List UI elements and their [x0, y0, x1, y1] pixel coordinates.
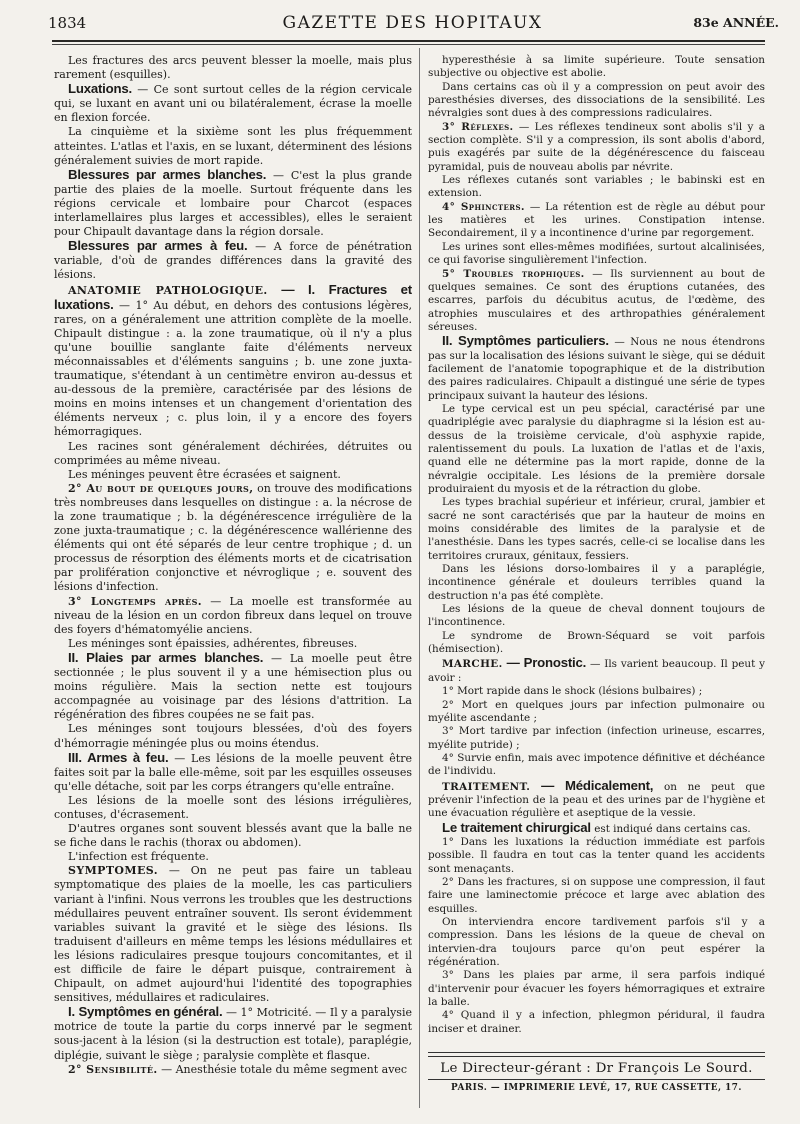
- section-lead: MARCHE.: [442, 658, 503, 671]
- paragraph-text: Les types brachial supérieur et inférieur, crural, jambier et sacré ne sont caractérisés que par la hauteur de moins en moins considérable des limites de la paralysie et de l'anesthésie. Dans les types sacrés, celle-ci se localise dans les territoires cruraux, génitaux, fessiers.: [428, 496, 765, 562]
- section-lead: 2° Sensibilité.: [68, 1062, 158, 1076]
- right-column: [428, 54, 765, 1036]
- section-lead: TRAITEMENT.: [442, 780, 531, 793]
- paragraph-text: 4° Quand il y a infection, phlegmon péridural, il faudra inciser et drainer.: [428, 1009, 765, 1035]
- paragraph: [54, 637, 412, 651]
- paragraph-text: — La moelle est transformée au niveau de la lésion en un cordon fibreux dans lequel on trouve des foyers d'hématomyélie anciens.: [54, 594, 412, 636]
- paragraph-text: 1° Dans les luxations la réduction immédiate est parfois possible. Il faudra en tout cas la tenter quand les accidents sont menaçants.: [428, 835, 765, 875]
- paragraph-text: Dans certains cas où il y a compression on peut avoir des paresthésies diverses, des dissociations de la sensibilité. Les névralgies sont dues à des compressions radiculaires.: [428, 80, 765, 120]
- paragraph-text: Les racines sont généralement déchirées, détruites ou comprimées au même niveau.: [54, 439, 412, 467]
- footer-rule: [428, 1052, 765, 1053]
- paragraph-text: — Nous ne nous étendrons pas sur la localisation des lésions suivant le siège, qui se déduit facilement de l'anatomie topographique et de la distribution des paires radiculaires. Chipault a distingué une série de types principaux suivant la hauteur des lésions.: [428, 336, 766, 402]
- section-heading: II. Symptômes particuliers.: [442, 333, 609, 349]
- paragraph-text: 1° Mort rapide dans le shock (lésions bulbaires) ;: [442, 685, 703, 698]
- page-footer: [428, 1052, 765, 1093]
- page-number: 1834: [48, 14, 87, 32]
- left-column: [54, 54, 412, 1077]
- header-rule-thin: [52, 44, 765, 45]
- paragraph: [428, 496, 765, 563]
- paragraph-text: 2° Mort en quelques jours par infection pulmonaire ou myélite ascendante ;: [428, 698, 765, 724]
- paragraph: [428, 201, 765, 241]
- paragraph: [428, 630, 765, 657]
- paragraph-text: L'infection est fréquente.: [68, 850, 209, 864]
- paragraph: [54, 482, 412, 595]
- paragraph-text: Les méninges peuvent être écrasées et saignent.: [68, 467, 341, 481]
- paragraph: [428, 821, 765, 836]
- paragraph-text: — On ne peut pas faire un tableau symptomatique des plaies de la moelle, les cas particuliers variant à l'infini. Nous verrons les troubles que les destructions médullaires peuvent entraîner souvent. Ils seront évidemment variables suivant la gravité et le siège des lésions. Ils traduisent d'ailleurs en même temps les lésions médullaires et les lésions radiculaires presque toujours concomitantes, et il est difficile de faire le départ puisque, contrairement à Chipault, on admet aujourd'hui l'identité des topographies sensitives, médullaires et radiculaires.: [54, 864, 412, 1005]
- paragraph: [428, 725, 765, 752]
- section-heading: Blessures par armes blanches.: [68, 166, 267, 182]
- paragraph-text: Les lésions de la queue de cheval donnent toujours de l'incontinence.: [428, 603, 765, 629]
- paragraph-text: — La moelle peut être sectionnée ; le plus souvent il y a une hémisection plus ou moins régulière. Mais la section nette est toujours accompagnée au voisinage par des lésions d'attrition. La régénération des fibres coupées ne se fait pas.: [54, 651, 412, 722]
- paragraph: [54, 651, 412, 722]
- section-heading: III. Armes à feu.: [68, 749, 169, 765]
- section-heading: — Pronostic.: [502, 655, 587, 671]
- paragraph-text: on ne peut que prévenir l'infection de la peau et des urines par de l'hygiène et une évacuation régulière et aseptique de la vessie.: [428, 780, 765, 820]
- paragraph-text: Les réflexes cutanés sont variables ; le babinski est en extension.: [428, 174, 765, 200]
- paragraph: [428, 685, 765, 698]
- paragraph-text: — A force de pénétration variable, d'où de grandes différences dans la gravité des lésions.: [54, 240, 412, 282]
- section-lead: 5° Troubles trophiques.: [442, 267, 585, 280]
- paragraph: [54, 82, 412, 125]
- paragraph: [54, 468, 412, 482]
- paragraph: [428, 403, 765, 496]
- paragraph-text: hyperesthésie à sa limite supérieure. Toute sensation subjective ou objective est abolie.: [428, 54, 765, 80]
- paragraph-text: Les urines sont elles-mêmes modifiées, surtout alcalinisées, ce qui favorise singulièrement l'infection.: [428, 240, 765, 267]
- paragraph-text: Le syndrome de Brown-Séquard se voit parfois (hémisection).: [428, 629, 765, 656]
- footer-separator: [428, 1079, 765, 1080]
- paragraph: [54, 168, 412, 239]
- paragraph: [54, 239, 412, 282]
- paragraph-text: On interviendra encore tardivement parfois s'il y a compression. Dans les lésions de la queue de cheval on intervien-dra toujours parce qu'on peut espérer la régénération.: [428, 916, 765, 969]
- paragraph: [428, 54, 765, 81]
- paragraph: [428, 1009, 765, 1036]
- paragraph: [54, 125, 412, 167]
- paragraph-text: Les fractures des arcs peuvent blesser la moelle, mais plus rarement (esquilles).: [54, 54, 412, 82]
- paragraph-text: 4° Survie enfin, mais avec impotence définitive et déchéance de l'individu.: [428, 751, 765, 778]
- paragraph-text: 2° Dans les fractures, si on suppose une compression, il faut faire une laminectomie précoce et large avec ablation des esquilles.: [428, 875, 765, 915]
- paragraph: [428, 174, 765, 201]
- section-heading: II. Plaies par armes blanches.: [68, 649, 264, 665]
- newspaper-title: GAZETTE DES HOPITAUX: [282, 13, 543, 33]
- paragraph: [428, 563, 765, 603]
- paragraph-text: — 1° Au début, en dehors des contusions légères, rares, on a généralement une attrition complète de la moelle. Chipault distingue : a. la zone traumatique, où il n'y a plus qu'une bouillie sanglante faite d'éléments nerveux méconnaissables et d'éléments sanguins ; b. une zone juxta-traumatique, s'étendant à un centimètre environ au-dessus et au-dessous de la première, caractérisée par des lésions de moins en moins intenses et un changement d'orientation des éléments nerveux ; c. plus loin, il y a encore des foyers hémorragiques.: [54, 298, 412, 439]
- paragraph: [54, 850, 412, 864]
- paragraph-text: — La rétention est de règle au début pour les matières et les urines. Constipation intense. Secondairement, il y a incontinence d'urine par regorgement.: [428, 200, 765, 240]
- column-divider: [419, 48, 420, 1108]
- paragraph: [428, 752, 765, 779]
- paragraph: [428, 779, 765, 821]
- paragraph: [54, 440, 412, 468]
- paragraph-text: Le type cervical est un peu spécial, caractérisé par une quadriplégie avec paralysie du diaphragme si la lésion est au-dessus de la troisième cervicale, d'où asphyxie rapide, ralentissement du pouls. La luxation de l'atlas et de l'axis, quand elle ne détermine pas la mort rapide, donne de la névralgie occipitale. Les lésions de la première dorsale produiraient du myosis et de la rétraction du globe.: [428, 402, 765, 495]
- page-header: [40, 10, 785, 36]
- paragraph-text: est indiqué dans certains cas.: [590, 822, 751, 835]
- paragraph-text: Dans les lésions dorso-lombaires il y a paraplégie, incontinence générale et douleurs terribles quand la destruction n'a pas été complète.: [428, 563, 765, 602]
- paragraph-text: 3° Dans les plaies par arme, il sera parfois indiqué d'intervenir pour évacuer les foyers hémorragiques et extraire la balle.: [428, 969, 765, 1009]
- paragraph: [54, 722, 412, 750]
- paragraph: [54, 751, 412, 794]
- paragraph-text: 3° Mort tardive par infection (infection urineuse, escarres, myélite putride) ;: [428, 725, 765, 751]
- paragraph-text: — C'est la plus grande partie des plaies de la moelle. Surtout fréquente dans les régions cervicale et lombaire pour Charcot (espaces interlamellaires plus larges et accessibles), elles le seraient pour Chipault davantage dans la région dorsale.: [54, 168, 413, 239]
- paragraph-text: Les méninges sont épaissies, adhérentes, fibreuses.: [68, 636, 358, 650]
- paragraph: [428, 836, 765, 876]
- paragraph-text: — Les lésions de la moelle peuvent être faites soit par la balle elle-même, soit par les esquilles osseuses qu'elle détache, soit par les corps étrangers qu'elle entraîne.: [54, 751, 413, 793]
- paragraph: [428, 121, 765, 174]
- paragraph: [428, 969, 765, 1009]
- footer-rule-thick: [428, 1056, 765, 1057]
- section-heading: Blessures par armes à feu.: [68, 238, 248, 254]
- paragraph: [54, 283, 412, 440]
- paragraph-text: — Ce sont surtout celles de la région cervicale qui, se luxant en avant uni ou bilatéralement, écrase la moelle en flexion forcée.: [54, 83, 412, 125]
- section-lead: 4° Sphincters.: [442, 200, 525, 213]
- section-heading: — Médicalement,: [530, 777, 654, 793]
- section-lead: 3° Réflexes.: [442, 120, 514, 133]
- section-heading: Luxations.: [68, 81, 132, 97]
- paragraph-text: La cinquième et la sixième sont les plus fréquemment atteintes. L'atlas et l'axis, en se luxant, déterminent des lésions généralement suivies de mort rapide.: [54, 125, 412, 167]
- section-lead: ANATOMIE PATHOLOGIQUE.: [68, 283, 268, 297]
- section-lead: 2° Au bout de quelques jours,: [68, 481, 254, 495]
- paragraph: [428, 916, 765, 969]
- paragraph: [428, 334, 765, 403]
- paragraph-text: Les méninges sont toujours blessées, d'où des foyers d'hémorragie méningée plus ou moins étendus.: [54, 722, 412, 750]
- paragraph-text: Les lésions de la moelle sont des lésions irrégulières, contuses, d'écrasement.: [54, 793, 412, 821]
- paragraph: [54, 1005, 412, 1062]
- paragraph: [428, 268, 765, 335]
- paragraph-text: — 1° Motricité. — Il y a paralysie motrice de toute la partie du corps innervé par le segment sous-jacent à la lésion (si la destruction est totale), paraplégie, diplégie, suivant le siège ; paralysie complète et flasque.: [54, 1006, 412, 1062]
- paragraph: [54, 54, 412, 82]
- section-heading: — I. Fractures et luxations.: [54, 281, 412, 312]
- section-lead: 3° Longtemps après.: [68, 594, 203, 608]
- paragraph: [54, 864, 412, 1005]
- paragraph: [54, 794, 412, 822]
- paragraph: [428, 241, 765, 268]
- section-heading: Le traitement chirurgical: [442, 819, 591, 835]
- paragraph: [428, 603, 765, 630]
- paragraph-text: — Les réflexes tendineux sont abolis s'il y a section complète. S'il y a compression, ils sont abolis d'abord, puis exagérés par suite de la dégénérescence du faisceau pyramidal, puis de nouveau abolis par névrite.: [428, 120, 765, 173]
- paragraph-text: D'autres organes sont souvent blessés avant que la balle ne se fiche dans le rachis (thorax ou abdomen).: [54, 822, 412, 850]
- paragraph: [54, 822, 412, 850]
- paragraph-text: on trouve des modifications très nombreuses dans lesquelles on distingue : a. la nécrose de la zone traumatique ; b. la dégénérescence irrégulière de la zone juxta-traumatique ; c. la dégénérescence wallérienne des éléments qui ont été séparés de leur centre trophique ; d. un processus de résorption des éléments morts et de cicatrisation par prolifération conjonctive et névroglique ; e. souvent des lésions d'infection.: [54, 481, 412, 594]
- section-heading: I. Symptômes en général.: [68, 1004, 223, 1020]
- director-line: Le Directeur-gérant : Dr François Le Sourd.: [440, 1061, 753, 1076]
- paragraph: [54, 595, 412, 637]
- edition-year: 83e ANNÉE.: [693, 15, 779, 30]
- paragraph: [428, 699, 765, 726]
- section-lead: SYMPTOMES.: [68, 864, 158, 878]
- header-rule: [52, 40, 765, 42]
- printer-line: PARIS. — IMPRIMERIE LEVÉ, 17, RUE CASSETTE, 17.: [451, 1083, 742, 1093]
- paragraph: [54, 1063, 412, 1077]
- paragraph: [428, 656, 765, 685]
- paragraph: [428, 81, 765, 121]
- paragraph-text: — Ils surviennent au bout de quelques semaines. Ce sont des éruptions cutanées, des escarres, parfois du décubitus acutus, de l'œdème, des atrophies musculaires et des arthropathies généralement séreuses.: [428, 267, 765, 333]
- paragraph-text: — Anesthésie totale du même segment avec: [157, 1062, 408, 1076]
- paragraph: [428, 876, 765, 916]
- paragraph-text: — Ils varient beaucoup. Il peut y avoir :: [428, 658, 765, 684]
